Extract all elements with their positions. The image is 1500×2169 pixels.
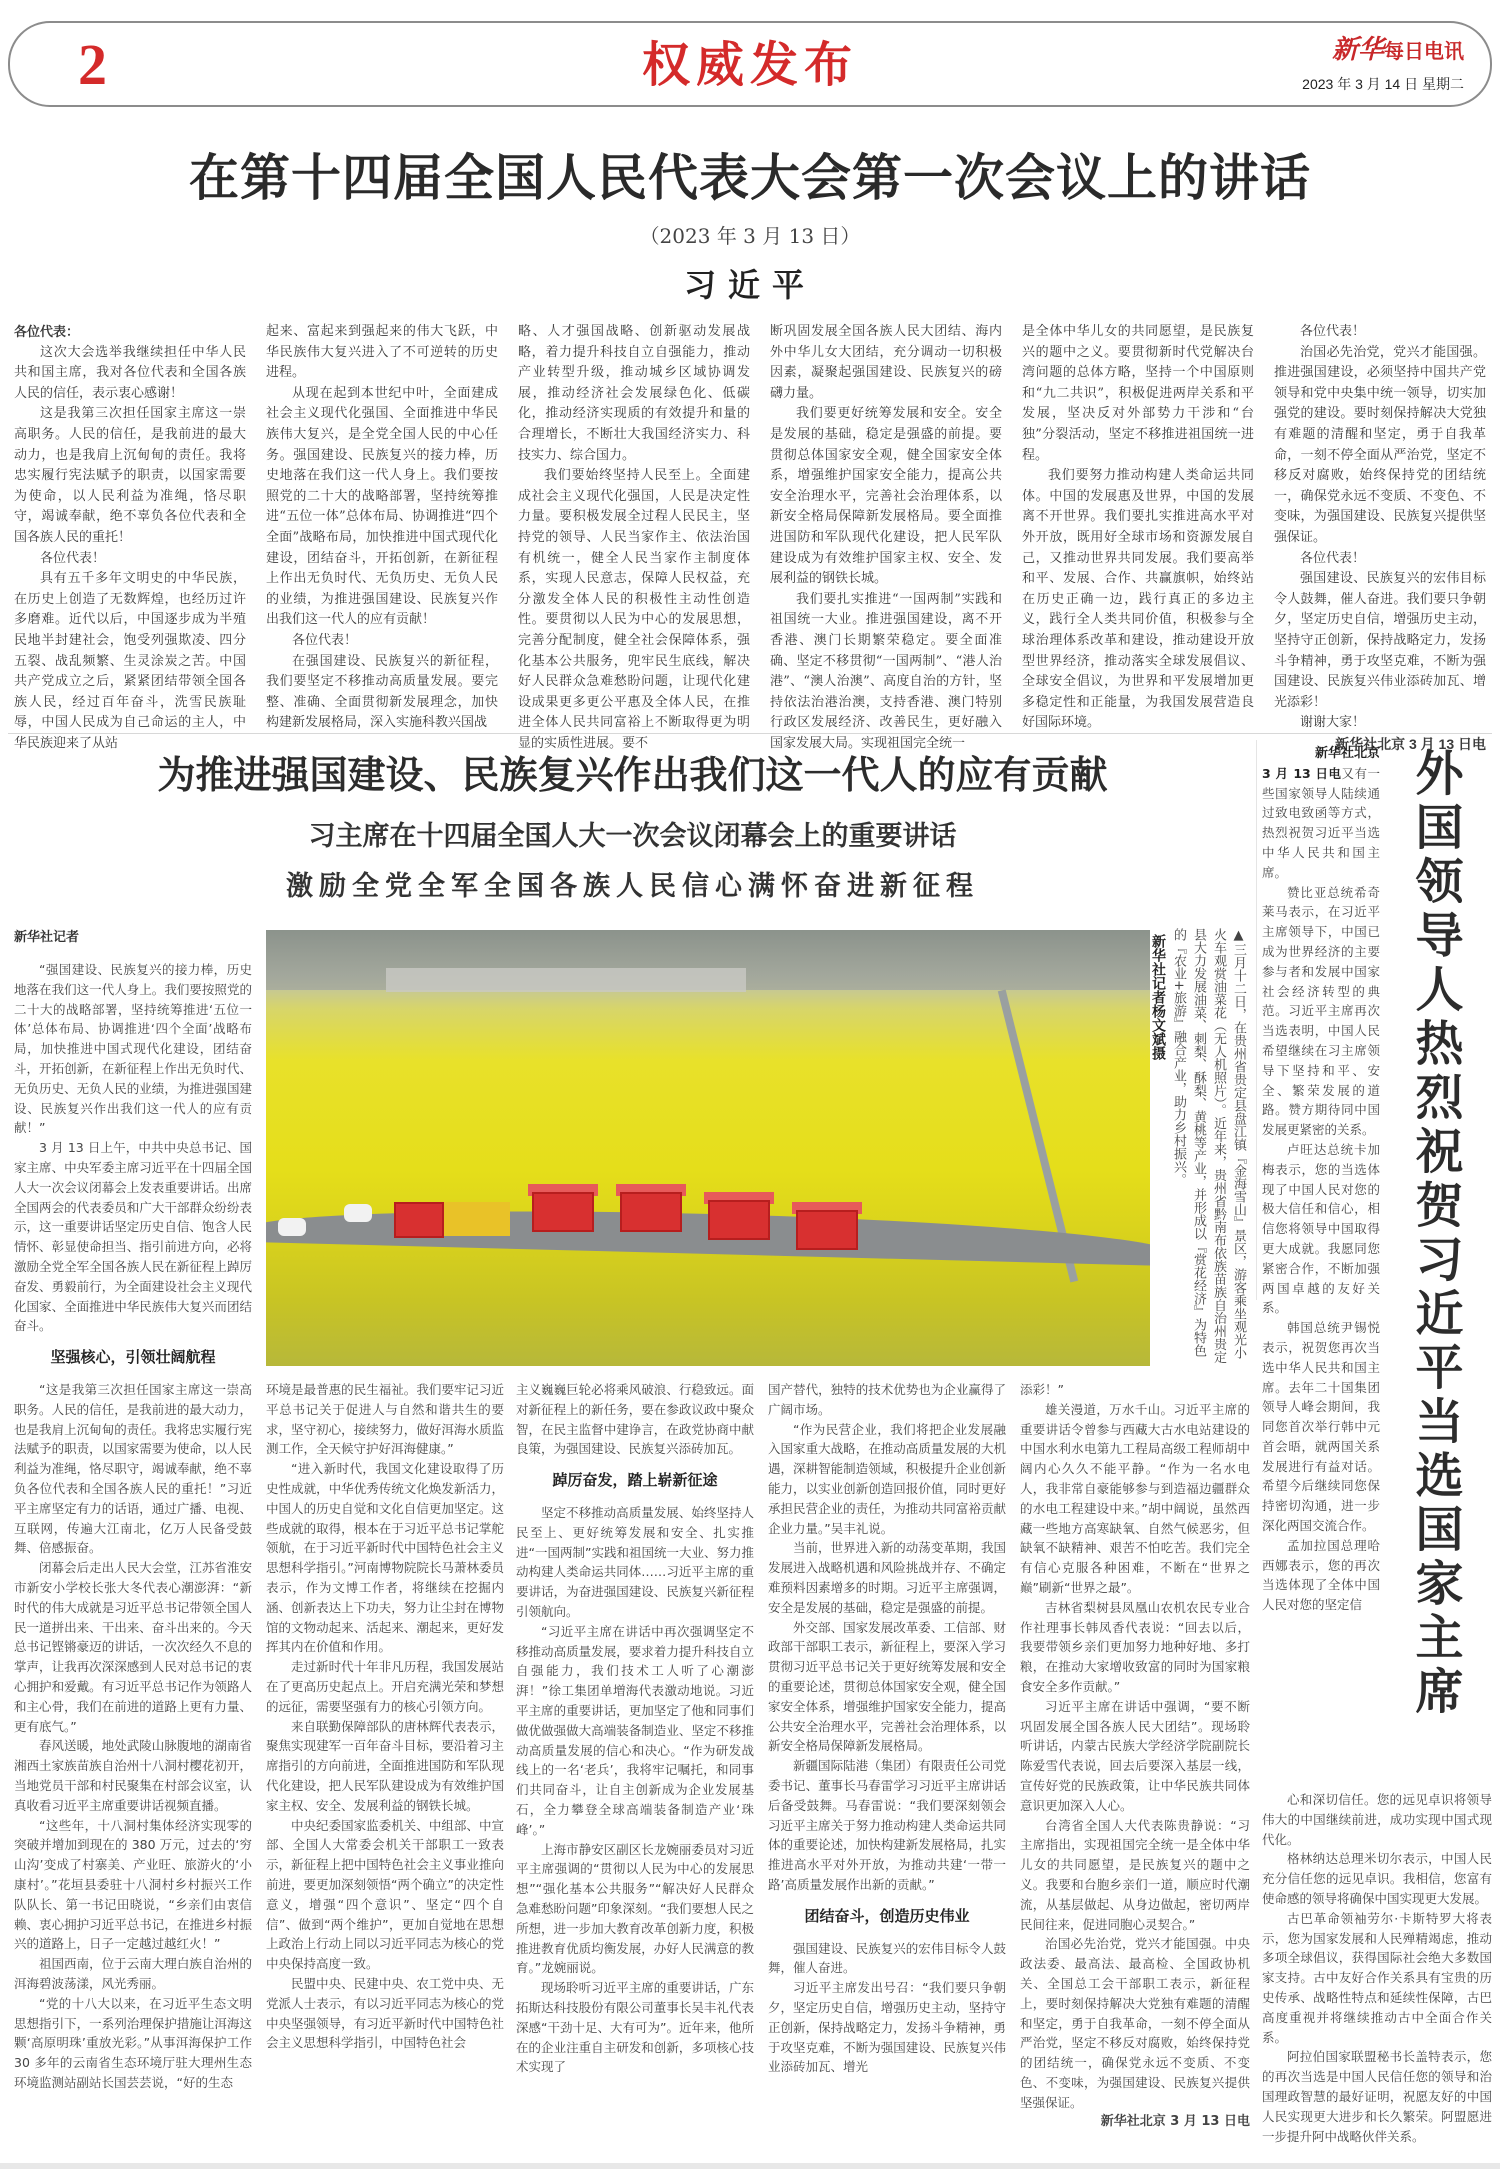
photo-carriage	[796, 1210, 858, 1250]
paragraph: 闭幕会后走出人民大会堂，江苏省淮安市新安小学校长张大冬代表心潮澎湃：“新时代的伟大成就是习近平总书记带领全国人民一道拼出来、干出来、奋斗出来的。今天总书记铿锵豪迈的讲话，一次次经久不息的掌声，让我再次深深感到人民对总书记的衷心拥护和爱戴。有习近平总书记作为领路人和主心骨，我们在前进的道路上更有力量、更有底气。”	[14, 1560, 252, 1734]
paragraph: 习近平主席发出号召：“我们要只争朝夕，坚定历史自信，增强历史主动，坚持守正创新，保持战略定力，发扬斗争精神，勇于攻坚克难，不断为强国建设、民族复兴伟业添砖加瓦、增光	[768, 1980, 1006, 2075]
article-column-5	[1020, 1380, 1250, 2132]
paragraph: 来自联勤保障部队的唐林辉代表表示，聚焦实现建军一百年奋斗目标，要沿着习主席指引的方向前进，全面推进国防和军队现代化建设，把人民军队建设成为有效维护国家主权、安全、发展利益的钢铁长城。	[266, 1718, 504, 1813]
section-subheading: 踔厉奋发，踏上崭新征途	[552, 1471, 718, 1490]
photo-carriage	[532, 1192, 594, 1232]
paragraph: 现场聆听习近平主席的重要讲话，广东拓斯达科技股份有限公司董事长吴丰礼代表深感“干劲十足、大有可为”。近年来，他所在的企业注重自主研发和创新，多项核心技术实现了	[516, 1980, 754, 2075]
paragraph: 心和深切信任。您的远见卓识将领导伟大的中国继续前进，成功实现中国式现代化。	[1262, 1792, 1492, 1847]
paragraph: 孟加拉国总理哈西娜表示，您的再次当选体现了全体中国人民对您的坚定信	[1262, 1537, 1380, 1613]
speech-column-5	[1022, 322, 1254, 734]
paragraph: 治国必先治党，党兴才能国强。推进强国建设，必须坚持中国共产党领导和党中央集中统一领导，切实加强党的建设。要时刻保持解决大党独有难题的清醒和坚定，勇于自我革命，一刻不停全面从严治党，坚定不移反对腐败，始终保持党的团结统一，确保党永远不变质、不变色、不变味，为强国建设、民族复兴提供坚强保证。	[1274, 344, 1486, 545]
speech-column-3	[518, 322, 750, 754]
paragraph: 各位代表！	[40, 550, 106, 566]
article-byline: 新华社记者	[14, 929, 80, 944]
paragraph: 赞比亚总统希奇莱马表示，在习近平主席领导下，中国已成为世界经济的主要参与者和发展中国家社会经济转型的典范。习近平主席再次当选表明，中国人民希望继续在习主席领导下坚持和平、安全、繁荣发展的道路。赞方期待同中国发展更紧密的关系。	[1262, 884, 1380, 1138]
paragraph: 台湾省全国人大代表陈贵静说：“习主席指出，实现祖国完全统一是全体中华儿女的共同愿望，是民族复兴的题中之义。我要和台胞乡亲们一道，顺应时代潮流，从基层做起、从身边做起，密切两岸民间往来，促进同胞心灵契合。”	[1020, 1817, 1250, 1932]
speech-author: 习近平	[683, 266, 816, 304]
paragraph: 起来、富起来到强起来的伟大飞跃，中华民族伟大复兴进入了不可逆转的历史进程。	[266, 324, 498, 381]
article-subtitle-2: 激励全党全军全国各族人民信心满怀奋进新征程	[286, 871, 979, 902]
paragraph: 阿拉伯国家联盟秘书长盖特表示，您的再次当选是中国人民信任您的领导和治国理政智慧的最好证明，祝愿友好的中国人民实现更大进步和长久繁荣。阿盟愿进一步提升阿中战略伙伴关系。	[1262, 2049, 1492, 2144]
paragraph: 韩国总统尹锡悦表示，祝贺您再次当选中华人民共和国主席。去年二十国集团领导人峰会期间，我同您首次举行韩中元首会晤，就两国关系发展进行有益对话。希望今后继续同您保持密切沟通，进一步深化两国交流合作。	[1262, 1320, 1380, 1534]
paragraph: 坚定不移推动高质量发展、始终坚持人民至上、更好统筹发展和安全、扎实推进“一国两制”实践和祖国统一大业、努力推动构建人类命运共同体……习近平主席的重要讲话，为奋进强国建设、民族复兴新征程引领航向。	[516, 1504, 754, 1619]
paragraph: 我们要努力推动构建人类命运共同体。中国的发展惠及世界，中国的发展离不开世界。我们要扎实推进高水平对外开放，既用好全球市场和资源发展自己，又推动世界共同发展。我们要高举和平、发展、合作、共赢旗帜，始终站在历史正确一边，践行真正的多边主义，践行全人类共同价值，积极参与全球治理体系改革和建设，推动建设开放型世界经济，推动落实全球发展倡议、全球安全倡议，为世界和平发展增加更多稳定性和正能量，为我国发展营造良好国际环境。	[1022, 468, 1254, 731]
photo-caption-text: ▲三月十二日，在贵州省贵定县盘江镇『金海雪山』景区，游客乘坐观光小火车观赏油菜花（无人机照片）。近年来，贵州省黔南布依族苗族自治州贵定县大力发展油菜、刺梨、酥梨、黄桃等产业，并形成以『赏花经济』为特色的『农业+旅游』融合产业，助力乡村振兴。	[1171, 928, 1246, 1364]
newspaper-brand	[1302, 35, 1464, 94]
paragraph: 这次大会选举我继续担任中华人民共和国主席，我对各位代表和全国各族人民的信任，表示衷心感谢！	[14, 344, 246, 401]
paragraph: 是全体中华儿女的共同愿望，是民族复兴的题中之义。要贯彻新时代党解决台湾问题的总体方略，坚持一个中国原则和“九二共识”，积极促进两岸关系和平发展，坚决反对外部势力干涉和“台独”分裂活动，坚定不移推进祖国统一进程。	[1022, 324, 1254, 463]
issue-date: 2023 年 3 月 14 日 星期二	[1302, 76, 1464, 92]
section-title: 权威发布	[641, 37, 858, 93]
article-column-2	[266, 1380, 504, 2053]
brand-logo	[1302, 35, 1464, 66]
page-bottom-edge	[0, 2163, 1500, 2169]
paragraph: 我们要扎实推进“一国两制”实践和祖国统一大业。推进强国建设，离不开香港、澳门长期繁荣稳定。要全面准确、坚定不移贯彻“一国两制”、“港人治港”、“澳人治澳”、高度自治的方针，坚持依法治港治澳，支持香港、澳门特别行政区发展经济、改善民生，更好融入国家发展大局。实现祖国完全统一	[770, 591, 1002, 751]
section-divider	[8, 733, 1492, 734]
paragraph: 我们要始终坚持人民至上。全面建成社会主义现代化强国，人民是决定性力量。要积极发展全过程人民民主，坚持党的领导、人民当家作主、依法治国有机统一，健全人民当家作主制度体系，实现人民意志，保障人民权益，充分激发全体人民的积极性主动性创造性。要贯彻以人民为中心的发展思想，完善分配制度，健全社会保障体系，强化基本公共服务，兜牢民生底线，解决好人民群众急难愁盼问题，让现代化建设成果更多更公平惠及全体人民，在推进全体人民共同富裕上不断取得更为明显的实质性进展。要不	[518, 468, 750, 751]
paragraph: 各位代表！	[1300, 324, 1366, 339]
sidebar-article-continued	[1262, 1790, 1492, 2146]
paragraph: 雄关漫道，万水千山。习近平主席的重要讲话令曾参与西藏大古水电站建设的中国水利水电第九工程局高级工程师胡中阔内心久久不能平静。“作为一名水电人，我非常自豪能够参与到造福边疆群众的水电工程建设中来。”胡中阔说，虽然西藏一些地方高寒缺氧、自然气候恶劣，但缺氧不缺精神、艰苦不怕吃苦。我们完全有信心克服各种困难，不断在“世界之巅”刷新“世界之最”。	[1020, 1401, 1250, 1595]
photo-caption	[1152, 928, 1248, 1368]
paragraph: 格林纳达总理米切尔表示，中国人民充分信任您的远见卓识。我相信，您富有使命感的领导将确保中国实现更大发展。	[1262, 1851, 1492, 1906]
paragraph: 断巩固发展全国各族人民大团结、海内外中华儿女大团结，充分调动一切积极因素，凝聚起强国建设、民族复兴的磅礴力量。	[770, 324, 1002, 401]
brand-sub: 每日电讯	[1384, 39, 1464, 63]
sidebar-lead-text: 又有一些国家领导人陆续通过致电致函等方式，热烈祝贺习近平当选中华人民共和国主席。	[1262, 765, 1380, 880]
speech-column-2	[266, 322, 498, 734]
sidebar-divider	[1256, 740, 1257, 1300]
speech-date: （2023 年 3 月 13 日）	[639, 224, 861, 248]
paragraph: 3 月 13 日上午，中共中央总书记、国家主席、中央军委主席习近平在十四届全国人大一次会议闭幕会上发表重要讲话。出席全国两会的代表委员和广大干部群众纷纷表示，这一重要讲话坚定历史自信、饱含人民情怀、彰显使命担当、指引前进方向，必将激励全党全军全国各族人民在新征程上踔厉奋发、勇毅前行，为全面建设社会主义现代化国家、全面推进中华民族伟大复兴而团结奋斗。	[14, 1140, 252, 1334]
paragraph: 国产替代，独特的技术优势也为企业赢得了广阔市场。	[768, 1382, 1006, 1417]
paragraph: 各位代表：	[14, 324, 80, 339]
article-headline: 为推进强国建设、民族复兴作出我们这一代人的应有贡献	[157, 752, 1108, 797]
speech-column-6	[1274, 322, 1486, 754]
paragraph: 中央纪委国家监委机关、中组部、中宣部、全国人大常委会机关干部职工一致表示，新征程上把中国特色社会主义事业推向前进，要更加深刻领悟“两个确立”的决定性意义，增强“四个意识”、坚定“四个自信”、做到“两个维护”，更加自觉地在思想上政治上行动上同以习近平同志为核心的党中央保持高度一致。	[266, 1817, 504, 1972]
paragraph: “作为民营企业，我们将把企业发展融入国家重大战略，在推动高质量发展的大机遇，深耕智能制造领域，积极提升企业创新能力，以实业创新创造回报价值，同时更好承担民营企业的责任，为推动共同富裕贡献企业力量。”吴丰礼说。	[768, 1421, 1006, 1536]
photo-car	[278, 1218, 306, 1236]
paragraph: “习近平主席在讲话中再次强调坚定不移推动高质量发展，要求着力提升科技自立自强能力，我们技术工人听了心潮澎湃！”徐工集团单増海代表激动地说。习近平主席的重要讲话，更加坚定了他和同事们做优做强做大高端装备制造业、坚定不移推动高质量发展的信心和决心。“作为研发战线上的一名‘老兵’，我将牢记嘱托，和同事们共同奋斗，让自主创新成为企业发展基石，全力攀登全球高端装备制造产业‘珠峰’。”	[516, 1623, 754, 1837]
photo-village	[386, 968, 746, 992]
paragraph: 卢旺达总统卡加梅表示，您的当选体现了中国人民对您的极大信任和信心，相信您将领导中国取得更大成就。我愿同您紧密合作，不断加强两国卓越的友好关系。	[1262, 1141, 1380, 1316]
article-column-1-bottom	[14, 1380, 252, 2093]
photo-locomotive	[394, 1202, 444, 1238]
paragraph: 从现在起到本世纪中叶，全面建成社会主义现代化强国、全面推进中华民族伟大复兴，是全党全国人民的中心任务。强国建设、民族复兴的接力棒，历史地落在我们这一代人身上。我们要按照党的二十大的战略部署，坚持统筹推进“五位一体”总体布局、协调推进“四个全面”战略布局，加快推进中国式现代化建设，团结奋斗，开拓创新，在新征程上作出无负时代、无负历史、无负人民的业绩，为推进强国建设、民族复兴作出我们这一代人的应有贡献！	[266, 385, 498, 628]
paragraph: 这是我第三次担任国家主席这一崇高职务。人民的信任，是我前进的最大动力，也是我肩上沉甸甸的责任。我将忠实履行宪法赋予的职责，以国家需要为使命，以人民利益为准绳，恪尽职守，竭诚奉献，绝不辜负各位代表和全国各族人民的重托！	[14, 406, 246, 545]
photo-tender	[444, 1202, 510, 1236]
page-number: 2	[78, 32, 107, 97]
paragraph: 各位代表！	[1300, 550, 1366, 566]
paragraph: 古巴革命领袖劳尔·卡斯特罗大将表示，您为国家发展和人民殚精竭虑，推动多项全球倡议，获得国际社会绝大多数国家支持。古中友好合作关系具有宝贵的历史传承、战略性特点和延续性保障，古巴高度重视并将继续推动古中全面合作关系。	[1262, 1910, 1492, 2045]
paragraph: 习近平主席在讲话中强调，“要不断巩固发展全国各族人民大团结”。现场聆听讲话，内蒙古民族大学经济学院副院长陈爱雪代表说，回去后要深入基层一线，宣传好党的民族政策，让中华民族共同体意识更加深入人心。	[1020, 1698, 1250, 1813]
paragraph: 治国必先治党，党兴才能国强。中央政法委、最高法、最高检、全国政协机关、全国总工会干部职工表示，新征程上，要时刻保持解决大党独有难题的清醒和坚定，勇于自我革命，一刻不停全面从严治党，坚定不移反对腐败，始终保持党的团结统一，确保党永远不变质、不变色、不变味，为强国建设、民族复兴提供坚强保证。	[1020, 1936, 1250, 2110]
photo-carriage	[620, 1192, 682, 1232]
article-column-1-top	[14, 960, 252, 1380]
sidebar-article	[1262, 744, 1380, 1615]
speech-column-1	[14, 322, 246, 754]
paragraph: 走过新时代十年非凡历程，我国发展站在了更高历史起点上。开启充满光荣和梦想的远征，需要坚强有力的核心引领方向。	[266, 1659, 504, 1714]
masthead	[8, 21, 1492, 107]
paragraph: 各位代表！	[292, 632, 358, 648]
paragraph: 环境是最普惠的民生福祉。我们要牢记习近平总书记关于促进人与自然和谐共生的要求，坚守初心，接续努力，做好洱海水质监测工作，全天候守护好洱海健康。”	[266, 1382, 504, 1457]
paragraph: “这是我第三次担任国家主席这一崇高职务。人民的信任，是我前进的最大动力，也是我肩上沉甸甸的责任。我将忠实履行宪法赋予的职责，以国家需要为使命，以人民利益为准绳，恪尽职守，竭诚奉献，绝不辜负各位代表和全国各族人民的重托！”习近平主席坚定有力的话语，通过广播、电视、互联网，传遍大江南北，亿万人民备受鼓舞、倍感振奋。	[14, 1382, 252, 1556]
paragraph: 吉林省梨树县凤凰山农机农民专业合作社理事长韩凤香代表说：“回去以后，我要带领乡亲们更加努力地种好地、多打粮，在推动大家增收致富的同时为国家粮食安全多作贡献。”	[1020, 1599, 1250, 1694]
paragraph: 谢谢大家！	[1300, 715, 1366, 731]
dateline: 新华社北京 3 月 13 日电	[1335, 735, 1486, 752]
photo-car	[344, 1204, 372, 1222]
article-column-3	[516, 1380, 754, 2077]
paragraph: 新疆国际陆港（集团）有限责任公司党委书记、董事长马春雷学习习近平主席讲话后备受鼓舞。马春雷说：“我们要深刻领会习近平主席关于努力推动构建人类命运共同体的重要论述，加快构建新发展格局，扎实推进高水平对外开放，为推动共建‘一带一路’高质量发展作出新的贡献。”	[768, 1758, 1006, 1892]
photo-carriage	[708, 1200, 770, 1240]
sidebar-dateline-date: 3 月 13 日电	[1262, 765, 1342, 781]
paragraph: 外交部、国家发展改革委、工信部、财政部干部职工表示，新征程上，要深入学习贯彻习近平总书记关于更好统筹发展和安全的重要论述，贯彻总体国家安全观，健全国家安全体系，增强维护国家安全能力，提高公共安全治理水平，完善社会治理体系，以新安全格局保障新发展格局。	[768, 1619, 1006, 1754]
sidebar-headline: 外国领导人热烈祝贺习近平当选国家主席	[1407, 748, 1463, 1720]
paragraph: 上海市静安区副区长龙婉丽委员对习近平主席强调的“贯彻以人民为中心的发展思想”“强化基本公共服务”“解决好人民群众急难愁盼问题”印象深刻。“我们要想人民之所想，进一步加大教育改革创新力度，积极推进教育优质均衡发展，办好人民满意的教育。”龙婉丽说。	[516, 1841, 754, 1976]
section-subheading: 团结奋斗，创造历史伟业	[804, 1906, 970, 1925]
paragraph: “进入新时代，我国文化建设取得了历史性成就，中华优秀传统文化焕发新活力，中国人的历史自觉和文化自信更加坚定。这些成就的取得，根本在于习近平总书记掌舵领航，在于习近平新时代中国特色社会主义思想科学指引。”河南博物院院长马萧林委员表示，作为文博工作者，将继续在挖掘内涵、创新表达上下功夫，努力让尘封在博物馆的文物动起来、活起来、潮起来，更好发挥其内在价值和作用。	[266, 1461, 504, 1655]
brand-main: 新华	[1331, 35, 1384, 65]
section-subheading: 坚强核心，引领壮阔航程	[50, 1348, 216, 1367]
paragraph	[1262, 764, 1380, 883]
paragraph: 我们要更好统筹发展和安全。安全是发展的基础，稳定是强盛的前提。要贯彻总体国家安全观，健全国家安全体系，增强维护国家安全能力，提高公共安全治理水平，完善社会治理体系，以新安全格局保障新发展格局。要全面推进国防和军队现代化建设，把人民军队建设成为有效维护国家主权、安全、发展利益的钢铁长城。	[770, 406, 1002, 587]
paragraph: 在强国建设、民族复兴的新征程，我们要坚定不移推动高质量发展。要完整、准确、全面贯彻新发展理念，加快构建新发展格局，深入实施科教兴国战	[266, 653, 498, 731]
speech-title: 在第十四届全国人民代表大会第一次会议上的讲话	[189, 148, 1311, 207]
paragraph: 春风送暖，地处武陵山脉腹地的湖南省湘西土家族苗族自治州十八洞村樱花初开，当地党员干部和村民聚集在村部会议室，认真收看习近平主席重要讲话视频直播。	[14, 1738, 252, 1813]
paragraph: 主义巍巍巨轮必将乘风破浪、行稳致远。面对新征程上的新任务，要在参政议政中聚众智，在民主监督中建诤言，在政党协商中献良策，为强国建设、民族复兴添砖加瓦。	[516, 1382, 754, 1457]
paragraph: 添彩！”	[1020, 1382, 1064, 1397]
paragraph: “党的十八大以来，在习近平生态文明思想指引下，一系列治理保护措施让洱海这颗‘高原明珠’重放光彩。”从事洱海保护工作 30 多年的云南省生态环境厅驻大理州生态环境监测站副站长国芸芸说，“好的生态	[14, 1995, 252, 2090]
sidebar-dateline: 新华社北京	[1314, 746, 1380, 761]
paragraph: “强国建设、民族复兴的接力棒，历史地落在我们这一代人身上。我们要按照党的二十大的战略部署，坚持统筹推进‘五位一体’总体布局、协调推进‘四个全面’战略布局，加快推进中国式现代化建设，团结奋斗，开拓创新，在新征程上作出无负时代、无负历史、无负人民的业绩，为推进强国建设、民族复兴作出我们这一代人的应有贡献！”	[14, 962, 252, 1136]
article-subtitle-1: 习主席在十四届全国人大一次会议闭幕会上的重要讲话	[308, 821, 957, 852]
paragraph: 强国建设、民族复兴的宏伟目标令人鼓舞，催人奋进。	[768, 1940, 1006, 1976]
speech-column-4	[770, 322, 1002, 754]
paragraph: 祖国西南，位于云南大理白族自治州的洱海碧波荡漾，风光秀丽。	[14, 1956, 252, 1991]
paragraph: 略、人才强国战略、创新驱动发展战略，着力提升科技自立自强能力，推动产业转型升级，推动城乡区域协调发展，推动经济社会发展绿色化、低碳化，推动经济实现质的有效提升和量的合理增长，不断壮大我国经济实力、科技实力、综合国力。	[518, 324, 750, 463]
paragraph: 具有五千多年文明史的中华民族，在历史上创造了无数辉煌，也经历过许多磨难。近代以后，中国逐步成为半殖民地半封建社会，饱受列强欺凌、四分五裂、战乱频繁、生灵涂炭之苦。中国共产党成立之后，紧紧团结带领全国各族人民，经过百年奋斗，洗雪民族耻辱，中国人民成为自己命运的主人，中华民族迎来了从站	[14, 571, 246, 751]
paragraph: 强国建设、民族复兴的宏伟目标令人鼓舞，催人奋进。我们要只争朝夕，坚定历史自信，增强历史主动，坚持守正创新，保持战略定力，发扬斗争精神，勇于攻坚克难，不断为强国建设、民族复兴伟业添砖加瓦、增光添彩！	[1274, 571, 1486, 710]
paragraph: 当前，世界进入新的动荡变革期，我国发展进入战略机遇和风险挑战并存、不确定难预料因素增多的时期。习近平主席强调，安全是发展的基础，稳定是强盛的前提。	[768, 1540, 1006, 1615]
photo-credit: 新华社记者杨文斌摄	[1150, 934, 1166, 1060]
article-column-4	[768, 1380, 1006, 2077]
dateline: 新华社北京 3 月 13 日电	[1100, 2114, 1250, 2130]
rapeseed-field-train-photo	[266, 930, 1150, 1366]
paragraph: “这些年，十八洞村集体经济实现零的突破并增加到现在的 380 万元，过去的‘穷山沟’变成了村寨美、产业旺、旅游火的‘小康村’。”花垣县委驻十八洞村乡村振兴工作队队长、第一书记田晓说，“乡亲们由衷信赖、衷心拥护习近平总书记，在推进乡村振兴的道路上，日子一定越过越红火！”	[14, 1817, 252, 1952]
paragraph: 民盟中央、民建中央、农工党中央、无党派人士表示，有以习近平同志为核心的党中央坚强领导，有习近平新时代中国特色社会主义思想科学指引，中国特色社会	[266, 1975, 504, 2051]
speech-body	[14, 322, 1486, 752]
